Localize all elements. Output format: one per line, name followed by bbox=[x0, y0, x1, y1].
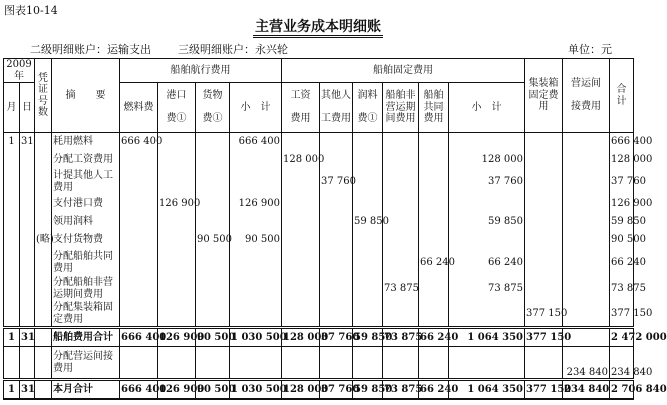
cell-fsub: 128 000 bbox=[449, 151, 525, 169]
table-row bbox=[4, 133, 634, 151]
cell-nonop bbox=[383, 195, 419, 213]
cell-cargo bbox=[196, 151, 230, 169]
cell-cargo bbox=[196, 250, 230, 276]
cell-month bbox=[4, 347, 20, 380]
cell-shared bbox=[419, 169, 449, 195]
cell-total: 128 000 bbox=[610, 151, 634, 169]
cell-fuel bbox=[120, 302, 158, 328]
cell-total: 126 900 bbox=[610, 195, 634, 213]
cell-wage bbox=[282, 213, 320, 231]
voyage-subtotal-header: 小 计 bbox=[230, 83, 282, 133]
entry-rows bbox=[4, 133, 653, 328]
cell-wage bbox=[282, 195, 320, 213]
cell-nonop bbox=[383, 133, 419, 151]
fixed-subtotal-header: 小 计 bbox=[449, 83, 525, 133]
cell-summary: 计提其他人工费用 bbox=[52, 169, 120, 195]
cell-port bbox=[158, 302, 196, 328]
cell-other bbox=[320, 276, 353, 302]
cell-mgmt bbox=[563, 151, 610, 169]
summary-rows bbox=[4, 328, 667, 399]
cell-lube bbox=[353, 231, 383, 250]
cell-lube bbox=[353, 169, 383, 195]
cell-mgmt bbox=[563, 133, 610, 151]
cell-port: 126 900 bbox=[158, 328, 196, 347]
cell-mgmt bbox=[563, 276, 610, 302]
cell-wage bbox=[282, 250, 320, 276]
cell-fsub bbox=[449, 347, 525, 380]
cell-vsub bbox=[230, 347, 282, 380]
cell-nonop: 73 875 bbox=[383, 328, 419, 347]
cell-summary: 分配船舶共同费用 bbox=[52, 250, 120, 276]
cell-vsub bbox=[230, 169, 282, 195]
nonop-header: 船舶非营运期间费用 bbox=[383, 83, 419, 133]
cell-vsub bbox=[230, 213, 282, 231]
cell-fsub: 59 850 bbox=[449, 213, 525, 231]
cell-wage: 128 000 bbox=[282, 380, 320, 399]
cell-port bbox=[158, 133, 196, 151]
cell-shared bbox=[419, 231, 449, 250]
cell-summary: 分配集装箱固定费用 bbox=[52, 302, 120, 328]
cell-container bbox=[525, 169, 563, 195]
month-header: 月 bbox=[4, 83, 20, 133]
cell-mgmt bbox=[563, 250, 610, 276]
cell-fsub: 37 760 bbox=[449, 169, 525, 195]
cell-fuel bbox=[120, 151, 158, 169]
cell-summary: 支付货物费 bbox=[52, 231, 120, 250]
cell-wage: 128 000 bbox=[282, 328, 320, 347]
cell-other: 37 760 bbox=[320, 328, 353, 347]
unit-label: 单位：元 bbox=[568, 43, 612, 56]
cell-other bbox=[320, 347, 353, 380]
cell-nonop bbox=[383, 250, 419, 276]
cell-day: 31 bbox=[20, 328, 35, 347]
fuel-header: 燃料费 bbox=[120, 83, 158, 133]
cell-other bbox=[320, 195, 353, 213]
cell-lube: 59 850 bbox=[353, 213, 383, 231]
cell-shared: 66 240 bbox=[419, 328, 449, 347]
cell-day bbox=[20, 195, 35, 213]
cell-port bbox=[158, 213, 196, 231]
cell-mgmt: 234 840 bbox=[563, 347, 610, 380]
other-labor-header: 其他人 工费用 bbox=[320, 83, 353, 133]
cell-day bbox=[20, 213, 35, 231]
cell-voucher bbox=[35, 133, 52, 151]
cell-shared bbox=[419, 302, 449, 328]
ledger-title: 主营业务成本明细账 bbox=[0, 16, 636, 36]
cell-fsub: 1 064 350 bbox=[449, 328, 525, 347]
ship-cost-total-row bbox=[4, 328, 634, 347]
cell-other bbox=[320, 151, 353, 169]
cell-shared bbox=[419, 213, 449, 231]
cell-lube bbox=[353, 276, 383, 302]
cell-fuel bbox=[120, 347, 158, 380]
cell-month: 1 bbox=[4, 380, 20, 399]
cell-cargo bbox=[196, 302, 230, 328]
cell-cargo bbox=[196, 195, 230, 213]
table-row bbox=[4, 231, 634, 250]
cell-container bbox=[525, 276, 563, 302]
year-header: 2009年 bbox=[4, 59, 35, 83]
cell-month bbox=[4, 231, 20, 250]
cell-month bbox=[4, 151, 20, 169]
cell-voucher bbox=[35, 195, 52, 213]
cell-lube bbox=[353, 250, 383, 276]
cell-port bbox=[158, 347, 196, 380]
fixed-group-header: 船舶固定费用 bbox=[282, 59, 525, 83]
table-row bbox=[4, 169, 634, 195]
cell-container bbox=[525, 195, 563, 213]
cell-month bbox=[4, 276, 20, 302]
cell-fsub bbox=[449, 231, 525, 250]
mgmt-header: 营运间 接费用 bbox=[563, 59, 610, 133]
cell-nonop bbox=[383, 347, 419, 380]
cell-day: 31 bbox=[20, 380, 35, 399]
cell-vsub: 90 500 bbox=[230, 231, 282, 250]
level3-account: 三级明细账户：永兴轮 bbox=[178, 43, 288, 56]
cell-lube bbox=[353, 195, 383, 213]
table-row bbox=[4, 302, 634, 328]
cell-mgmt bbox=[563, 169, 610, 195]
cell-month: 1 bbox=[4, 133, 20, 151]
cell-summary: 本月合计 bbox=[52, 380, 120, 399]
cell-total: 234 840 bbox=[610, 347, 634, 380]
cell-day bbox=[20, 302, 35, 328]
cell-month bbox=[4, 169, 20, 195]
container-header: 集装箱固定费用 bbox=[525, 59, 563, 133]
month-total-row bbox=[4, 380, 634, 399]
cell-port bbox=[158, 231, 196, 250]
cell-summary: 分配营运间接费用 bbox=[52, 347, 120, 380]
cell-mgmt bbox=[563, 231, 610, 250]
cell-voucher bbox=[35, 250, 52, 276]
cell-cargo bbox=[196, 169, 230, 195]
cell-wage bbox=[282, 169, 320, 195]
cell-shared: 66 240 bbox=[419, 380, 449, 399]
cell-wage bbox=[282, 231, 320, 250]
cell-fsub: 66 240 bbox=[449, 250, 525, 276]
cell-voucher: (略) bbox=[35, 231, 52, 250]
cell-fuel: 666 400 bbox=[120, 328, 158, 347]
cell-other bbox=[320, 250, 353, 276]
cell-port: 126 900 bbox=[158, 195, 196, 213]
cell-lube bbox=[353, 151, 383, 169]
cargo-header: 货物 费① bbox=[196, 83, 230, 133]
cell-mgmt bbox=[563, 195, 610, 213]
cell-voucher bbox=[35, 347, 52, 380]
cell-nonop: 73 875 bbox=[383, 380, 419, 399]
cell-port: 126 900 bbox=[158, 380, 196, 399]
cell-lube bbox=[353, 302, 383, 328]
cell-mgmt: 234 840 bbox=[563, 380, 610, 399]
cell-fuel bbox=[120, 169, 158, 195]
cell-wage: 128 000 bbox=[282, 151, 320, 169]
cell-other bbox=[320, 213, 353, 231]
cell-cargo bbox=[196, 347, 230, 380]
cell-fuel: 666 400 bbox=[120, 380, 158, 399]
cell-month bbox=[4, 302, 20, 328]
cell-other bbox=[320, 302, 353, 328]
cell-vsub: 126 900 bbox=[230, 195, 282, 213]
voyage-group-header: 船舶航行费用 bbox=[120, 59, 282, 83]
lube-header: 润料 费① bbox=[353, 83, 383, 133]
cell-container bbox=[525, 231, 563, 250]
cell-month bbox=[4, 250, 20, 276]
cell-fuel bbox=[120, 250, 158, 276]
cell-summary: 支付港口费 bbox=[52, 195, 120, 213]
cell-day bbox=[20, 250, 35, 276]
cell-day bbox=[20, 276, 35, 302]
cell-vsub bbox=[230, 276, 282, 302]
cell-nonop bbox=[383, 151, 419, 169]
cell-summary: 领用润料 bbox=[52, 213, 120, 231]
cell-summary: 船舶费用合计 bbox=[52, 328, 120, 347]
cell-container bbox=[525, 347, 563, 380]
cell-nonop bbox=[383, 231, 419, 250]
cell-fuel bbox=[120, 231, 158, 250]
table-row bbox=[4, 151, 634, 169]
table-row bbox=[4, 276, 634, 302]
cell-other bbox=[320, 133, 353, 151]
cell-container: 377 150 bbox=[525, 380, 563, 399]
ledger-table bbox=[3, 58, 667, 400]
day-header: 日 bbox=[20, 83, 35, 133]
cell-container: 377 150 bbox=[525, 328, 563, 347]
cell-port bbox=[158, 151, 196, 169]
cell-fsub bbox=[449, 133, 525, 151]
cell-voucher bbox=[35, 380, 52, 399]
table-row bbox=[4, 195, 634, 213]
cell-vsub bbox=[230, 151, 282, 169]
cell-shared bbox=[419, 276, 449, 302]
level2-account: 二级明细账户：运输支出 bbox=[30, 43, 151, 56]
cell-cargo bbox=[196, 213, 230, 231]
cell-fuel bbox=[120, 195, 158, 213]
cell-shared: 66 240 bbox=[419, 250, 449, 276]
cell-wage bbox=[282, 276, 320, 302]
cell-container bbox=[525, 151, 563, 169]
cell-fsub bbox=[449, 195, 525, 213]
cell-nonop: 73 875 bbox=[383, 276, 419, 302]
cell-fsub bbox=[449, 302, 525, 328]
cell-total: 2 472 000 bbox=[610, 328, 634, 347]
cell-container bbox=[525, 133, 563, 151]
cell-nonop bbox=[383, 169, 419, 195]
cell-total: 66 240 bbox=[610, 250, 634, 276]
cell-vsub: 1 030 500 bbox=[230, 328, 282, 347]
cell-other bbox=[320, 231, 353, 250]
cell-total: 90 500 bbox=[610, 231, 634, 250]
cell-total: 377 150 bbox=[610, 302, 634, 328]
cell-day: 31 bbox=[20, 133, 35, 151]
indirect-cost-row bbox=[4, 347, 634, 380]
cell-container bbox=[525, 250, 563, 276]
cell-fuel bbox=[120, 213, 158, 231]
cell-cargo: 90 500 bbox=[196, 231, 230, 250]
cell-fsub: 73 875 bbox=[449, 276, 525, 302]
cell-summary: 耗用燃料 bbox=[52, 133, 120, 151]
cell-total: 37 760 bbox=[610, 169, 634, 195]
cell-month: 1 bbox=[4, 328, 20, 347]
cell-wage bbox=[282, 302, 320, 328]
cell-cargo: 90 500 bbox=[196, 380, 230, 399]
cell-shared bbox=[419, 133, 449, 151]
voucher-header: 凭证号数 bbox=[35, 59, 52, 133]
cell-vsub bbox=[230, 302, 282, 328]
cell-other: 37 760 bbox=[320, 169, 353, 195]
cell-container: 377 150 bbox=[525, 302, 563, 328]
table-row bbox=[4, 213, 634, 231]
cell-fuel: 666 400 bbox=[120, 133, 158, 151]
cell-wage bbox=[282, 133, 320, 151]
cell-nonop bbox=[383, 302, 419, 328]
cell-voucher bbox=[35, 213, 52, 231]
cell-lube bbox=[353, 133, 383, 151]
cell-other: 37 760 bbox=[320, 380, 353, 399]
port-header: 港口 费① bbox=[158, 83, 196, 133]
cell-shared bbox=[419, 195, 449, 213]
cell-voucher bbox=[35, 169, 52, 195]
table-row bbox=[4, 250, 634, 276]
cell-day bbox=[20, 151, 35, 169]
cell-day bbox=[20, 231, 35, 250]
cell-port bbox=[158, 276, 196, 302]
cell-total: 73 875 bbox=[610, 276, 634, 302]
cell-container bbox=[525, 213, 563, 231]
cell-total: 666 400 bbox=[610, 133, 634, 151]
total-header: 合 计 bbox=[610, 59, 634, 133]
cell-day bbox=[20, 169, 35, 195]
cell-shared bbox=[419, 347, 449, 380]
cell-lube: 59 850 bbox=[353, 328, 383, 347]
shared-header: 船舶共同费用 bbox=[419, 83, 449, 133]
cell-cargo bbox=[196, 276, 230, 302]
cell-voucher bbox=[35, 302, 52, 328]
cell-month bbox=[4, 213, 20, 231]
cell-day bbox=[20, 347, 35, 380]
cell-month bbox=[4, 195, 20, 213]
summary-header: 摘 要 bbox=[52, 59, 120, 133]
cell-cargo bbox=[196, 133, 230, 151]
cell-vsub: 666 400 bbox=[230, 133, 282, 151]
cell-fuel bbox=[120, 276, 158, 302]
cell-mgmt bbox=[563, 213, 610, 231]
cell-total: 2 706 840 bbox=[610, 380, 634, 399]
wage-header: 工资 费用 bbox=[282, 83, 320, 133]
cell-fsub: 1 064 350 bbox=[449, 380, 525, 399]
cell-cargo: 90 500 bbox=[196, 328, 230, 347]
cell-voucher bbox=[35, 151, 52, 169]
cell-lube bbox=[353, 347, 383, 380]
cell-shared bbox=[419, 151, 449, 169]
cell-summary: 分配船舶非营运期间费用 bbox=[52, 276, 120, 302]
cell-total: 59 850 bbox=[610, 213, 634, 231]
cell-port bbox=[158, 250, 196, 276]
cell-port bbox=[158, 169, 196, 195]
cell-voucher bbox=[35, 276, 52, 302]
cell-summary: 分配工资费用 bbox=[52, 151, 120, 169]
cell-vsub bbox=[230, 250, 282, 276]
figure-label: 图表10-14 bbox=[4, 4, 58, 17]
cell-voucher bbox=[35, 328, 52, 347]
cell-lube: 59 850 bbox=[353, 380, 383, 399]
cell-mgmt bbox=[563, 302, 610, 328]
cell-wage bbox=[282, 347, 320, 380]
cell-vsub: 1 030 500 bbox=[230, 380, 282, 399]
